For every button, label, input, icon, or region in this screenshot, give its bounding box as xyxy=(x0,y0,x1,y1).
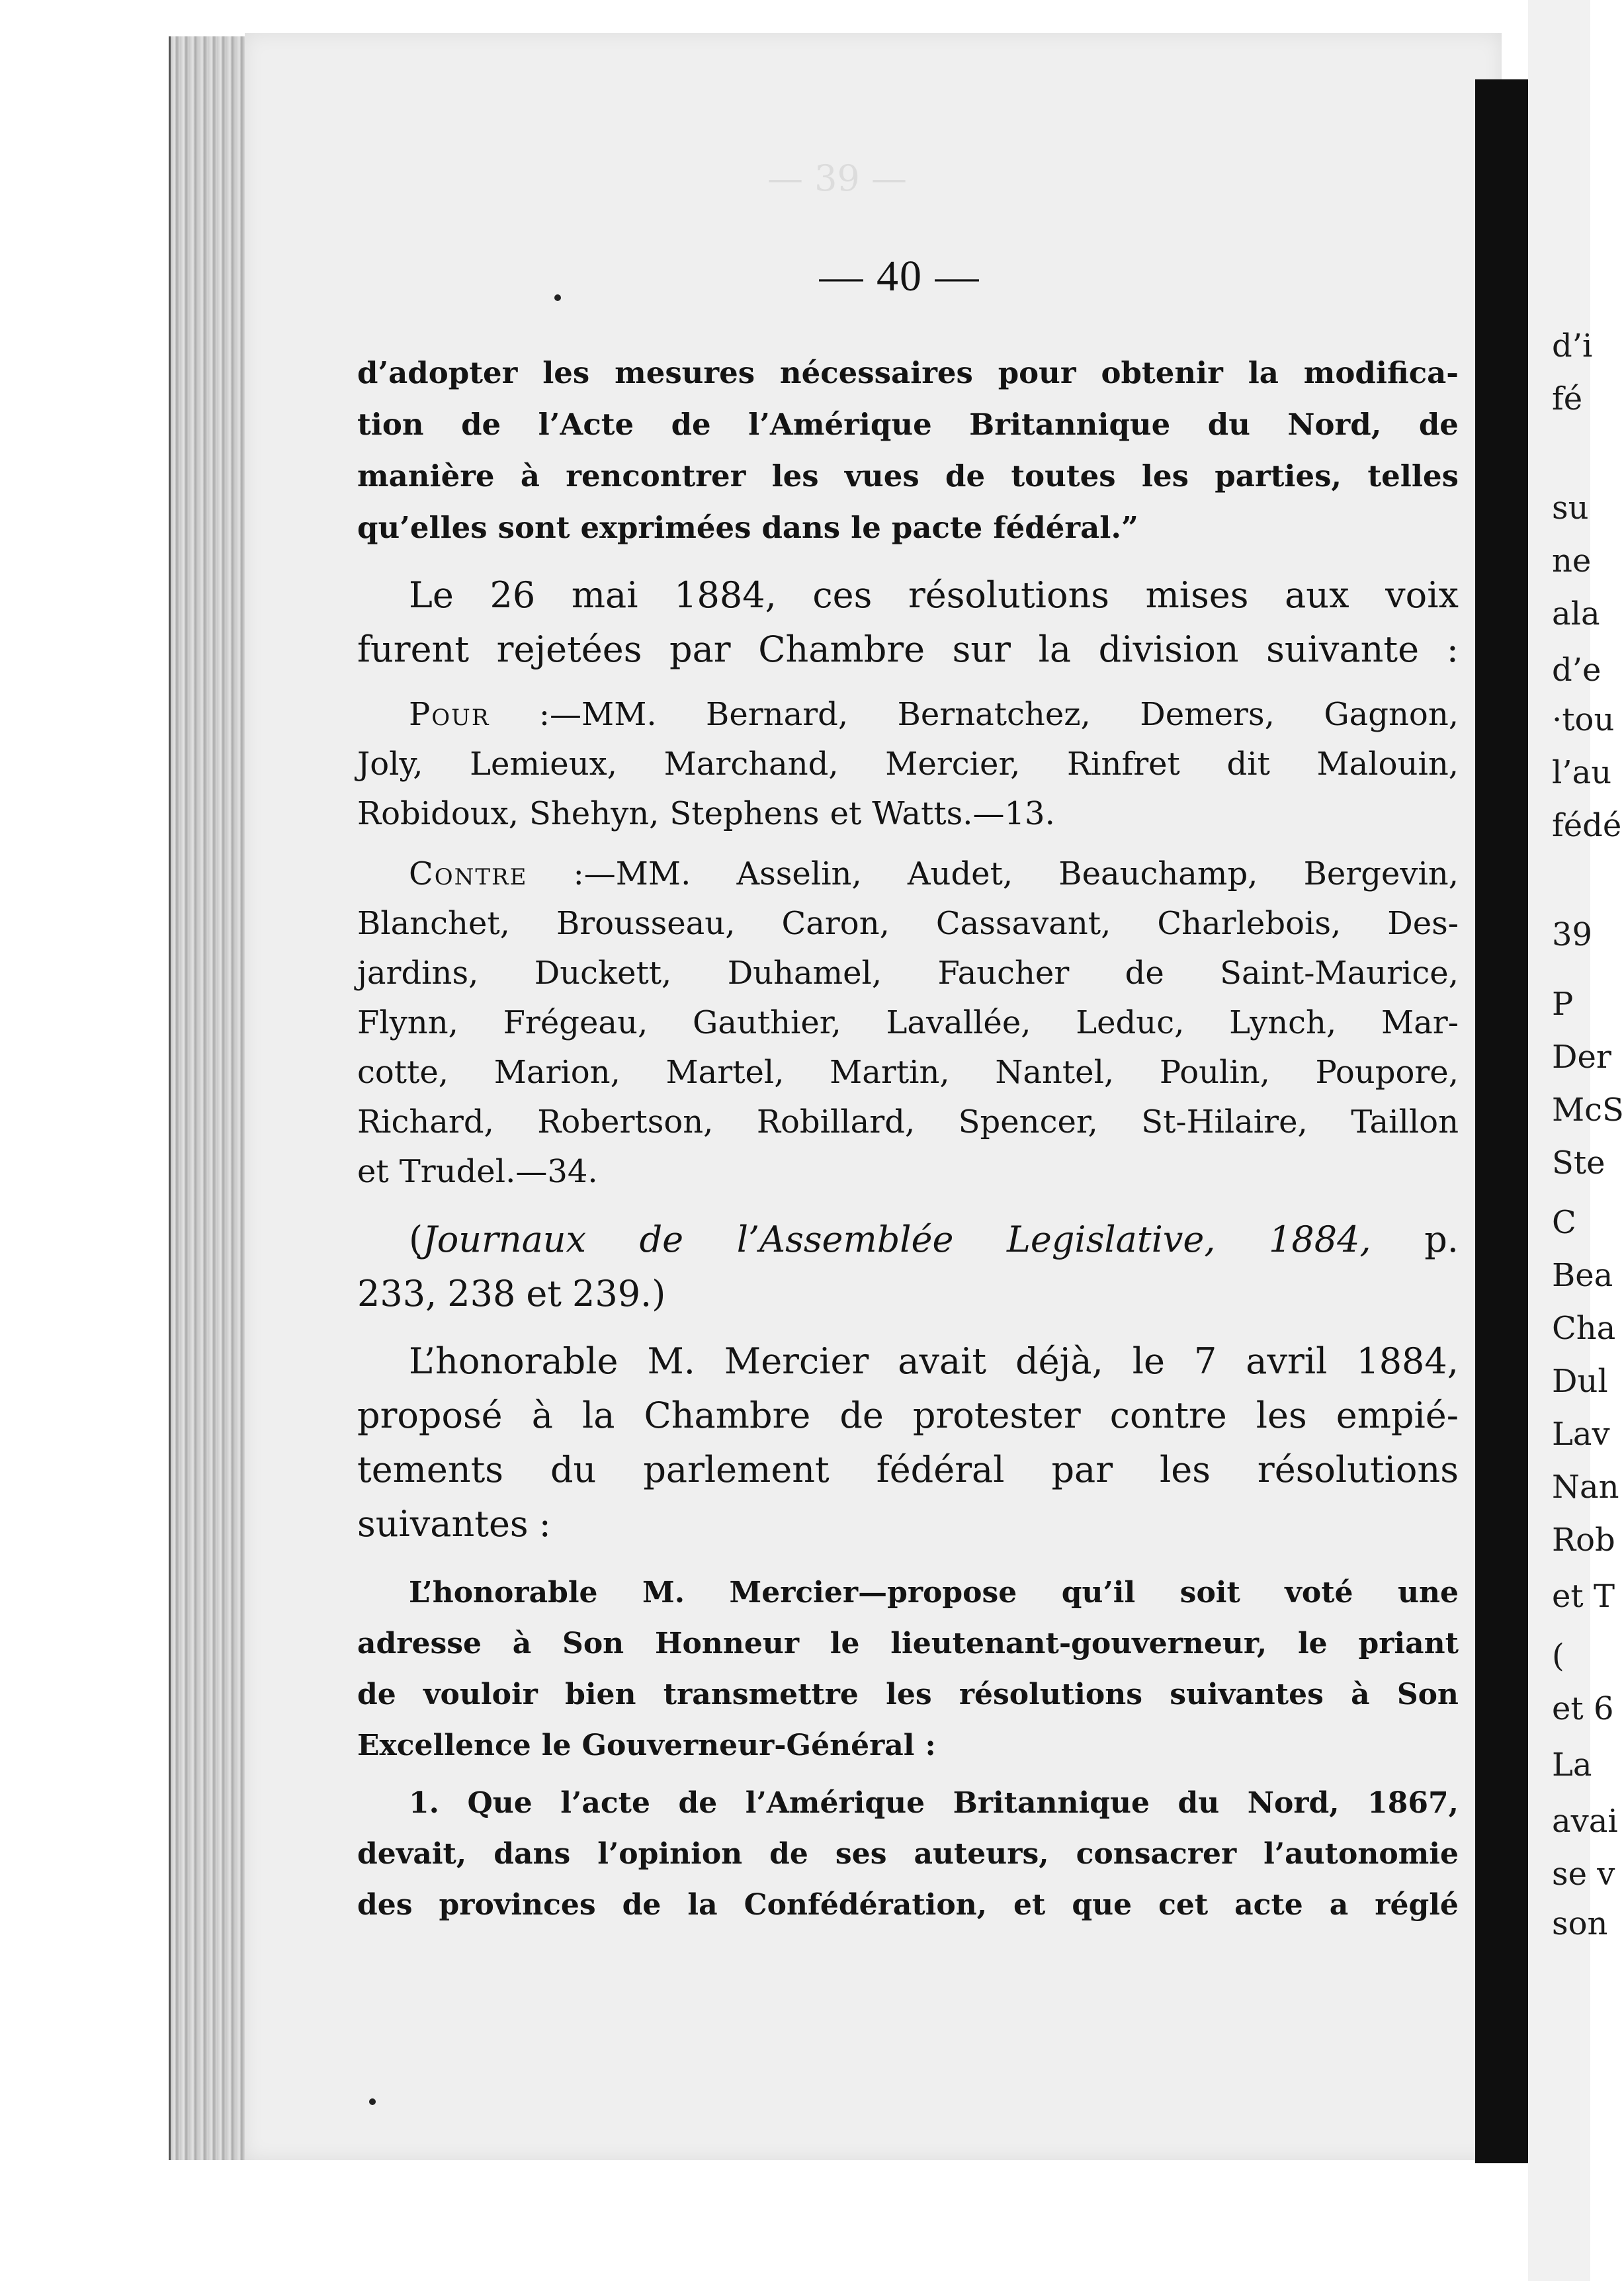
adjacent-page-line: fé xyxy=(1552,380,1583,417)
text-line xyxy=(357,1567,1459,1618)
word: Spencer, xyxy=(958,1103,1098,1140)
text-line xyxy=(357,949,1459,998)
adjacent-page-line: P xyxy=(1552,986,1574,1023)
word: contre xyxy=(1109,1395,1227,1436)
word: sur xyxy=(952,628,1011,670)
word: rencontrer xyxy=(566,458,746,494)
word: de xyxy=(671,407,711,442)
word: les xyxy=(542,355,590,390)
word: et xyxy=(357,1153,389,1190)
word: Frégeau, xyxy=(503,1004,648,1041)
word: 1884, xyxy=(1269,1219,1371,1260)
word: du xyxy=(1177,1786,1220,1820)
word: Taillon xyxy=(1351,1103,1459,1140)
text-line xyxy=(357,399,1459,451)
page-number: — 40 — xyxy=(819,252,980,300)
adjacent-page-line: son xyxy=(1552,1905,1608,1942)
word: toutes xyxy=(1011,458,1116,494)
word: mai xyxy=(571,574,638,616)
adjacent-page-line: ne xyxy=(1552,542,1592,580)
word: sont xyxy=(497,510,570,545)
paragraph-vote-intro xyxy=(357,568,1459,677)
adjacent-page-line: McS xyxy=(1552,1092,1624,1129)
word: Demers, xyxy=(1140,696,1275,733)
word: de xyxy=(945,458,986,494)
word: dans xyxy=(493,1837,571,1871)
adjacent-page-line: d’i xyxy=(1552,327,1593,365)
word: pacte xyxy=(891,510,983,545)
word: la xyxy=(1248,355,1279,390)
word: Gouverneur-Général xyxy=(581,1729,915,1762)
adjacent-page-line: ala xyxy=(1552,595,1600,632)
word: Blanchet, xyxy=(357,905,510,942)
word: protester xyxy=(912,1395,1081,1436)
text-line xyxy=(357,1829,1459,1879)
text-line xyxy=(357,789,1459,839)
adjacent-page-line: fédé xyxy=(1552,807,1622,844)
adjacent-page-line: C xyxy=(1552,1204,1576,1241)
word: Martin, xyxy=(830,1054,950,1091)
word: résolutions xyxy=(1257,1449,1459,1490)
word: adresse xyxy=(357,1627,482,1660)
word: résolutions xyxy=(959,1678,1142,1711)
word: furent xyxy=(357,628,470,670)
word: Joly, xyxy=(357,746,423,783)
word: nécessaires xyxy=(779,355,973,390)
word: les xyxy=(1160,1449,1211,1490)
word: et xyxy=(1013,1888,1046,1922)
word: Son xyxy=(1396,1678,1459,1711)
adjacent-page-line: se v xyxy=(1552,1856,1615,1893)
adjacent-page-line: su xyxy=(1552,490,1589,527)
word: Rinfret xyxy=(1067,746,1180,783)
word: par xyxy=(1051,1449,1113,1490)
word: priant xyxy=(1358,1627,1459,1660)
word: Charlebois, xyxy=(1157,905,1342,942)
text-line xyxy=(357,1778,1459,1829)
word: 238 xyxy=(447,1273,516,1314)
word: tion xyxy=(357,407,424,442)
word: Gauthier, xyxy=(692,1004,841,1041)
text-line xyxy=(357,849,1459,899)
text-line xyxy=(357,998,1459,1048)
word: Lavallée, xyxy=(886,1004,1031,1041)
word: Caron, xyxy=(781,905,890,942)
text-line xyxy=(357,1097,1459,1147)
word: d’adopter xyxy=(357,355,518,390)
word: a xyxy=(1329,1888,1349,1922)
word: exprimées xyxy=(580,510,751,545)
word: l’Amérique xyxy=(745,1786,925,1820)
bleed-through-page-number: — 39 — xyxy=(767,157,908,199)
word: tements xyxy=(357,1449,504,1490)
word: voté xyxy=(1285,1576,1353,1610)
word: Poupore, xyxy=(1315,1054,1459,1091)
word: Bergevin, xyxy=(1303,855,1459,892)
word: les xyxy=(886,1678,932,1711)
word: la xyxy=(687,1888,718,1922)
word: résolutions xyxy=(908,574,1109,616)
adjacent-page-fragment xyxy=(1528,0,1624,2281)
word: Duckett, xyxy=(534,955,672,992)
word: Asselin, xyxy=(736,855,862,892)
word: avril xyxy=(1246,1340,1328,1382)
word: St-Hilaire, xyxy=(1141,1103,1308,1140)
word: parlement xyxy=(643,1449,830,1490)
word: Le xyxy=(409,574,454,616)
adjacent-page-line: 39 xyxy=(1552,916,1593,953)
word: mesures xyxy=(615,355,755,390)
text-line xyxy=(357,568,1459,623)
word: Marion, xyxy=(493,1054,620,1091)
word: acte xyxy=(1234,1888,1303,1922)
word: Marchand, xyxy=(663,746,839,783)
word: de xyxy=(1418,407,1459,442)
text-line xyxy=(357,623,1459,677)
adjacent-page-line: Nan xyxy=(1552,1469,1619,1506)
word: suivantes xyxy=(357,1503,529,1545)
word: du xyxy=(1207,407,1250,442)
word: cet xyxy=(1158,1888,1209,1922)
word: aux xyxy=(1285,574,1349,616)
word: Bernatchez, xyxy=(897,696,1091,733)
word: de xyxy=(622,1888,662,1922)
word: l’acte xyxy=(560,1786,650,1820)
word: l’Amérique xyxy=(748,407,932,442)
word: devait, xyxy=(357,1837,467,1871)
adjacent-page-line: avai xyxy=(1552,1803,1618,1840)
word: la xyxy=(1038,628,1072,670)
word: l’opinion xyxy=(597,1837,743,1871)
word: les xyxy=(1141,458,1189,494)
word: L’honorable xyxy=(409,1576,598,1610)
word: Des- xyxy=(1387,905,1459,942)
word: Poulin, xyxy=(1159,1054,1270,1091)
word: mises xyxy=(1145,574,1249,616)
word: proposé xyxy=(357,1395,503,1436)
word: Stephens xyxy=(669,795,820,832)
word: Chambre xyxy=(758,628,925,670)
word: ses xyxy=(835,1837,887,1871)
adjacent-page-line: d’e xyxy=(1552,652,1602,689)
word: réglé xyxy=(1375,1888,1459,1922)
word: Robertson, xyxy=(537,1103,714,1140)
word: l’Acte xyxy=(538,407,634,442)
word: cotte, xyxy=(357,1054,449,1091)
word: 1884, xyxy=(1356,1340,1459,1382)
word: Leduc, xyxy=(1076,1004,1185,1041)
word: que xyxy=(1072,1888,1133,1922)
word: par xyxy=(669,628,731,670)
word: qu’il xyxy=(1061,1576,1136,1610)
word: M. xyxy=(642,1576,685,1610)
word: p. xyxy=(1424,1219,1459,1260)
word: Gagnon, xyxy=(1324,696,1459,733)
word: voix xyxy=(1385,574,1459,616)
word: vouloir xyxy=(423,1678,538,1711)
vote-label: Pour xyxy=(409,696,490,733)
word: Chambre xyxy=(644,1395,811,1436)
word: division xyxy=(1098,628,1239,670)
word: Lynch, xyxy=(1229,1004,1337,1041)
word: le xyxy=(851,510,881,545)
text-line xyxy=(357,690,1459,740)
word: de xyxy=(678,1786,718,1820)
word: Que xyxy=(467,1786,533,1820)
word: le xyxy=(1132,1340,1165,1382)
word: les xyxy=(1256,1395,1307,1436)
word: l’autonomie xyxy=(1263,1837,1459,1871)
ink-speck xyxy=(369,2098,376,2105)
word: Martel, xyxy=(665,1054,785,1091)
adjacent-page-line: et T xyxy=(1552,1578,1615,1615)
word: Robillard, xyxy=(756,1103,916,1140)
text-line xyxy=(357,451,1459,502)
word: soit xyxy=(1179,1576,1240,1610)
adjacent-page-line: ( xyxy=(1552,1637,1564,1674)
word: Mar- xyxy=(1381,1004,1459,1041)
word: obtenir xyxy=(1101,355,1223,390)
word: : xyxy=(1446,628,1459,670)
paragraph-resolution-end xyxy=(357,347,1459,554)
word: à xyxy=(520,458,540,494)
text-line xyxy=(357,1334,1459,1389)
word: Nord, xyxy=(1247,1786,1340,1820)
word: telles xyxy=(1367,458,1459,494)
word: 7 xyxy=(1193,1340,1217,1382)
text-line xyxy=(357,1497,1459,1551)
word: à xyxy=(531,1395,553,1436)
word: 1. xyxy=(409,1786,439,1820)
word: Shehyn, xyxy=(529,795,660,832)
adjacent-page-line: Rob xyxy=(1552,1522,1615,1559)
word: dans xyxy=(761,510,841,545)
word: :—MM. xyxy=(538,696,657,733)
text-line xyxy=(357,1720,1459,1771)
page-edge xyxy=(1475,79,1528,2163)
word: du xyxy=(550,1449,597,1490)
adjacent-page-line: La xyxy=(1552,1746,1592,1784)
word: 239.) xyxy=(572,1273,666,1314)
word: Watts.—13. xyxy=(872,795,1055,832)
word: 26 xyxy=(490,574,536,616)
adjacent-page-line: l’au xyxy=(1552,754,1612,791)
word: Britannique xyxy=(969,407,1171,442)
word: à xyxy=(1351,1678,1370,1711)
text-line xyxy=(357,1048,1459,1097)
word: de xyxy=(357,1678,396,1711)
word: ces xyxy=(812,574,873,616)
word: pour xyxy=(998,355,1076,390)
word: lieutenant-gouverneur, xyxy=(890,1627,1267,1660)
word: Flynn, xyxy=(357,1004,458,1041)
paragraph-votes-against xyxy=(357,849,1459,1197)
paragraph-mercier-proposal xyxy=(357,1334,1459,1551)
word: bien xyxy=(565,1678,636,1711)
word: le xyxy=(1297,1627,1328,1660)
word: Malouin, xyxy=(1316,746,1459,783)
word: transmettre xyxy=(663,1678,859,1711)
word: (Journaux xyxy=(409,1219,587,1260)
word: Saint-Maurice, xyxy=(1220,955,1459,992)
adjacent-page-line: Ste xyxy=(1552,1144,1605,1182)
word: qu’elles xyxy=(357,510,488,545)
text-line xyxy=(357,740,1459,789)
word: avait xyxy=(898,1340,987,1382)
word: empié- xyxy=(1336,1395,1459,1436)
word: Excellence xyxy=(357,1729,531,1762)
ink-speck xyxy=(554,294,561,301)
text-line xyxy=(357,502,1459,554)
word: Confédération, xyxy=(744,1888,988,1922)
word: la xyxy=(581,1395,615,1436)
text-line xyxy=(357,1879,1459,1930)
word: Britannique xyxy=(953,1786,1150,1820)
adjacent-page-line: Dul xyxy=(1552,1363,1608,1400)
word: 1884, xyxy=(674,574,777,616)
word: le xyxy=(541,1729,572,1762)
adjacent-page-line: et 6 xyxy=(1552,1690,1614,1727)
text-line xyxy=(357,1389,1459,1443)
word: à xyxy=(512,1627,532,1660)
word: fédéral xyxy=(876,1449,1005,1490)
word: Son xyxy=(562,1627,624,1660)
word: Brousseau, xyxy=(556,905,736,942)
word: manière xyxy=(357,458,495,494)
word: L’honorable xyxy=(409,1340,619,1382)
text-line xyxy=(357,1147,1459,1197)
word: Beauchamp, xyxy=(1058,855,1258,892)
word: Robidoux, xyxy=(357,795,519,832)
word: suivante xyxy=(1266,628,1420,670)
word: parties, xyxy=(1215,458,1342,494)
paragraph-votes-for xyxy=(357,690,1459,839)
adjacent-page-line: ·tou xyxy=(1552,701,1615,738)
word: 1867, xyxy=(1367,1786,1459,1820)
word: Mercier—propose xyxy=(729,1576,1017,1610)
word: de xyxy=(461,407,501,442)
word: auteurs, xyxy=(914,1837,1049,1871)
paragraph-resolution-1 xyxy=(357,1778,1459,1930)
vote-label: Contre xyxy=(409,855,528,892)
word: Cassavant, xyxy=(935,905,1111,942)
word: Faucher xyxy=(937,955,1070,992)
word: Trudel.—34. xyxy=(399,1153,598,1190)
word: une xyxy=(1397,1576,1459,1610)
word: Bernard, xyxy=(706,696,849,733)
word: : xyxy=(538,1503,551,1545)
adjacent-page-line: Cha xyxy=(1552,1310,1616,1347)
word: : xyxy=(925,1729,936,1762)
paragraph-journal-reference xyxy=(357,1213,1459,1321)
word: de xyxy=(769,1837,808,1871)
word: modifica- xyxy=(1303,355,1459,390)
word: Honneur xyxy=(654,1627,800,1660)
text-line xyxy=(357,1213,1459,1267)
word: Audet, xyxy=(907,855,1013,892)
adjacent-page-line: Bea xyxy=(1552,1257,1613,1294)
word: jardins, xyxy=(357,955,479,992)
word: rejetées xyxy=(496,628,642,670)
text-line xyxy=(357,1443,1459,1497)
word: consacrer xyxy=(1076,1837,1237,1871)
word: fédéral.” xyxy=(993,510,1138,545)
word: Nantel, xyxy=(995,1054,1115,1091)
word: dit xyxy=(1226,746,1270,783)
word: Legislative, xyxy=(1007,1219,1216,1260)
word: de xyxy=(1125,955,1164,992)
word: le xyxy=(830,1627,860,1660)
word: des xyxy=(357,1888,413,1922)
word: Mercier xyxy=(724,1340,869,1382)
text-line xyxy=(357,1267,1459,1321)
word: Nord, xyxy=(1287,407,1382,442)
word: déjà, xyxy=(1015,1340,1103,1382)
word: 233, xyxy=(357,1273,437,1314)
word: provinces xyxy=(439,1888,596,1922)
text-line xyxy=(357,1669,1459,1720)
text-line xyxy=(357,347,1459,399)
word: et xyxy=(526,1273,562,1314)
word: de xyxy=(839,1395,884,1436)
book-gutter xyxy=(169,36,250,2160)
bleed-through-text xyxy=(344,159,1455,205)
word: les xyxy=(771,458,819,494)
word: de xyxy=(639,1219,684,1260)
adjacent-page-line: Der xyxy=(1552,1039,1611,1076)
word: M. xyxy=(647,1340,695,1382)
text-line xyxy=(357,1618,1459,1669)
word: suivantes xyxy=(1170,1678,1324,1711)
word: Mercier, xyxy=(885,746,1021,783)
word: Lemieux, xyxy=(470,746,617,783)
word: et xyxy=(830,795,862,832)
word: :—MM. xyxy=(573,855,691,892)
word: Richard, xyxy=(357,1103,494,1140)
text-line xyxy=(357,899,1459,949)
word: vues xyxy=(844,458,919,494)
adjacent-page-line: Lav xyxy=(1552,1416,1610,1453)
page-text xyxy=(357,347,1459,1930)
word: Duhamel, xyxy=(727,955,882,992)
paragraph-motion xyxy=(357,1567,1459,1771)
word: l’Assemblée xyxy=(736,1219,954,1260)
